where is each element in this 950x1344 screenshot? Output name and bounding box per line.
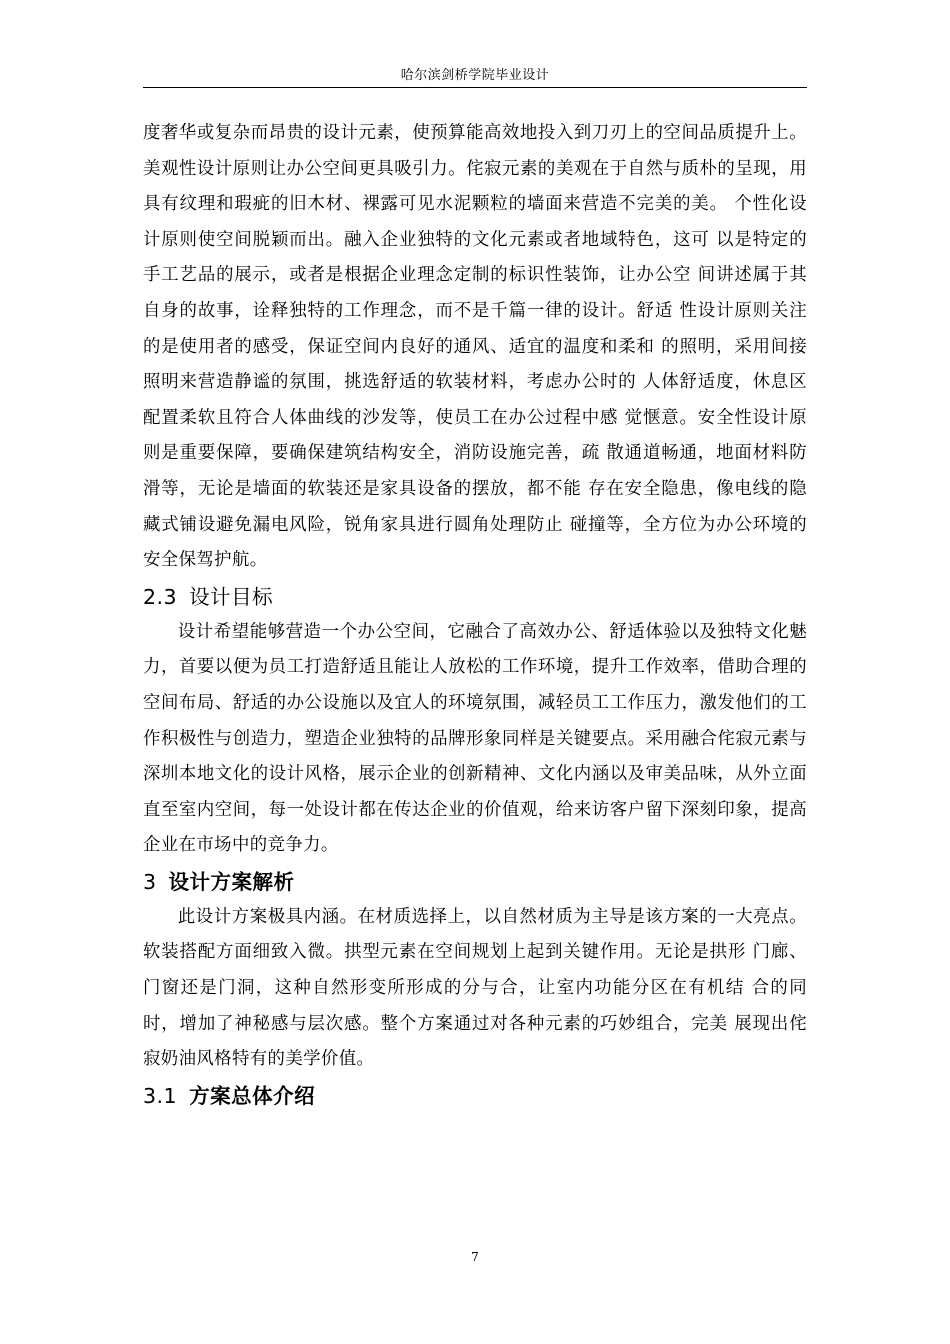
section-title: 方案总体介绍 xyxy=(189,1083,316,1108)
section-title: 设计目标 xyxy=(189,584,274,609)
section-heading-3-1 xyxy=(143,1078,807,1114)
page-header-title: 哈尔滨剑桥学院毕业设计 xyxy=(400,68,550,83)
section-number: 3.1 xyxy=(143,1083,178,1108)
paragraph-design-goals: 设计希望能够营造一个办公空间，它融合了高效办公、舒适体验以及独特文化魅力，首要以便为员工打造舒适且能让人放松的工作环境，提升工作效率，借助合理的空间布局、舒适的办公设施以及宜人的环境氛围，减轻员工工作压力，激发他们的工作积极性与创造力，塑造企业独特的品牌形象同样是关键要点。采用融合侘寂元素与深圳本地文化的设计风格，展示企业的创新精神、文化内涵以及审美品味，从外立面直至室内空间，每一处设计都在传达企业的价值观，给来访客户留下深刻印象，提高企业在市场中的竞争力。 xyxy=(143,621,807,856)
paragraph-design-principles: 度奢华或复杂而昂贵的设计元素，使预算能高效地投入到刀刃上的空间品质提升上。美观性设计原则让办公空间更具吸引力。侘寂元素的美观在于自然与质朴的呈现，用具有纹理和瑕疵的旧木材、裸露可见水泥颗粒的墙面来营造不完美的美。 个性化设计原则使空间脱颖而出。融入企业独特的文化元素或者地域特色，这可 以是特定的手工艺品的展示，或者是根据企业理念定制的标识性装饰，让办公空 间讲述属于其自身的故事，诠释独特的工作理念，而不是千篇一律的设计。舒适 性设计原则关注的是使用者的感受，保证空间内良好的通风、适宜的温度和柔和 的照明，采用间接照明来营造静谧的氛围，挑选舒适的软装材料，考虑办公时的 人体舒适度，休息区配置柔软且符合人体曲线的沙发等，使员工在办公过程中感 觉惬意。安全性设计原则是重要保障，要确保建筑结构安全，消防设施完善，疏 散通道畅通，地面材料防滑等，无论是墙面的软装还是家具设备的摆放，都不能 存在安全隐患，像电线的隐藏式铺设避免漏电风险，锐角家具进行圆角处理防止 碰撞等，全方位为办公环境的安全保驾护航。 xyxy=(143,123,807,571)
section-heading-2-3 xyxy=(143,579,807,615)
document-body xyxy=(143,116,807,1114)
section-heading-3 xyxy=(143,864,807,900)
page-number: 7 xyxy=(471,1250,479,1264)
section-title: 设计方案解析 xyxy=(168,869,295,894)
header-divider xyxy=(143,87,807,88)
section-number: 2.3 xyxy=(143,584,178,609)
section-number: 3 xyxy=(143,869,157,894)
paragraph-scheme-analysis: 此设计方案极具内涵。在材质选择上，以自然材质为主导是该方案的一大亮点。软装搭配方面细致入微。拱型元素在空间规划上起到关键作用。无论是拱形 门廊、门窗还是门洞，这种自然形变所形成的分与合，让室内功能分区在有机结 合的同时，增加了神秘感与层次感。整个方案通过对各种元素的巧妙组合，完美 展现出侘寂奶油风格特有的美学价值。 xyxy=(143,906,807,1070)
